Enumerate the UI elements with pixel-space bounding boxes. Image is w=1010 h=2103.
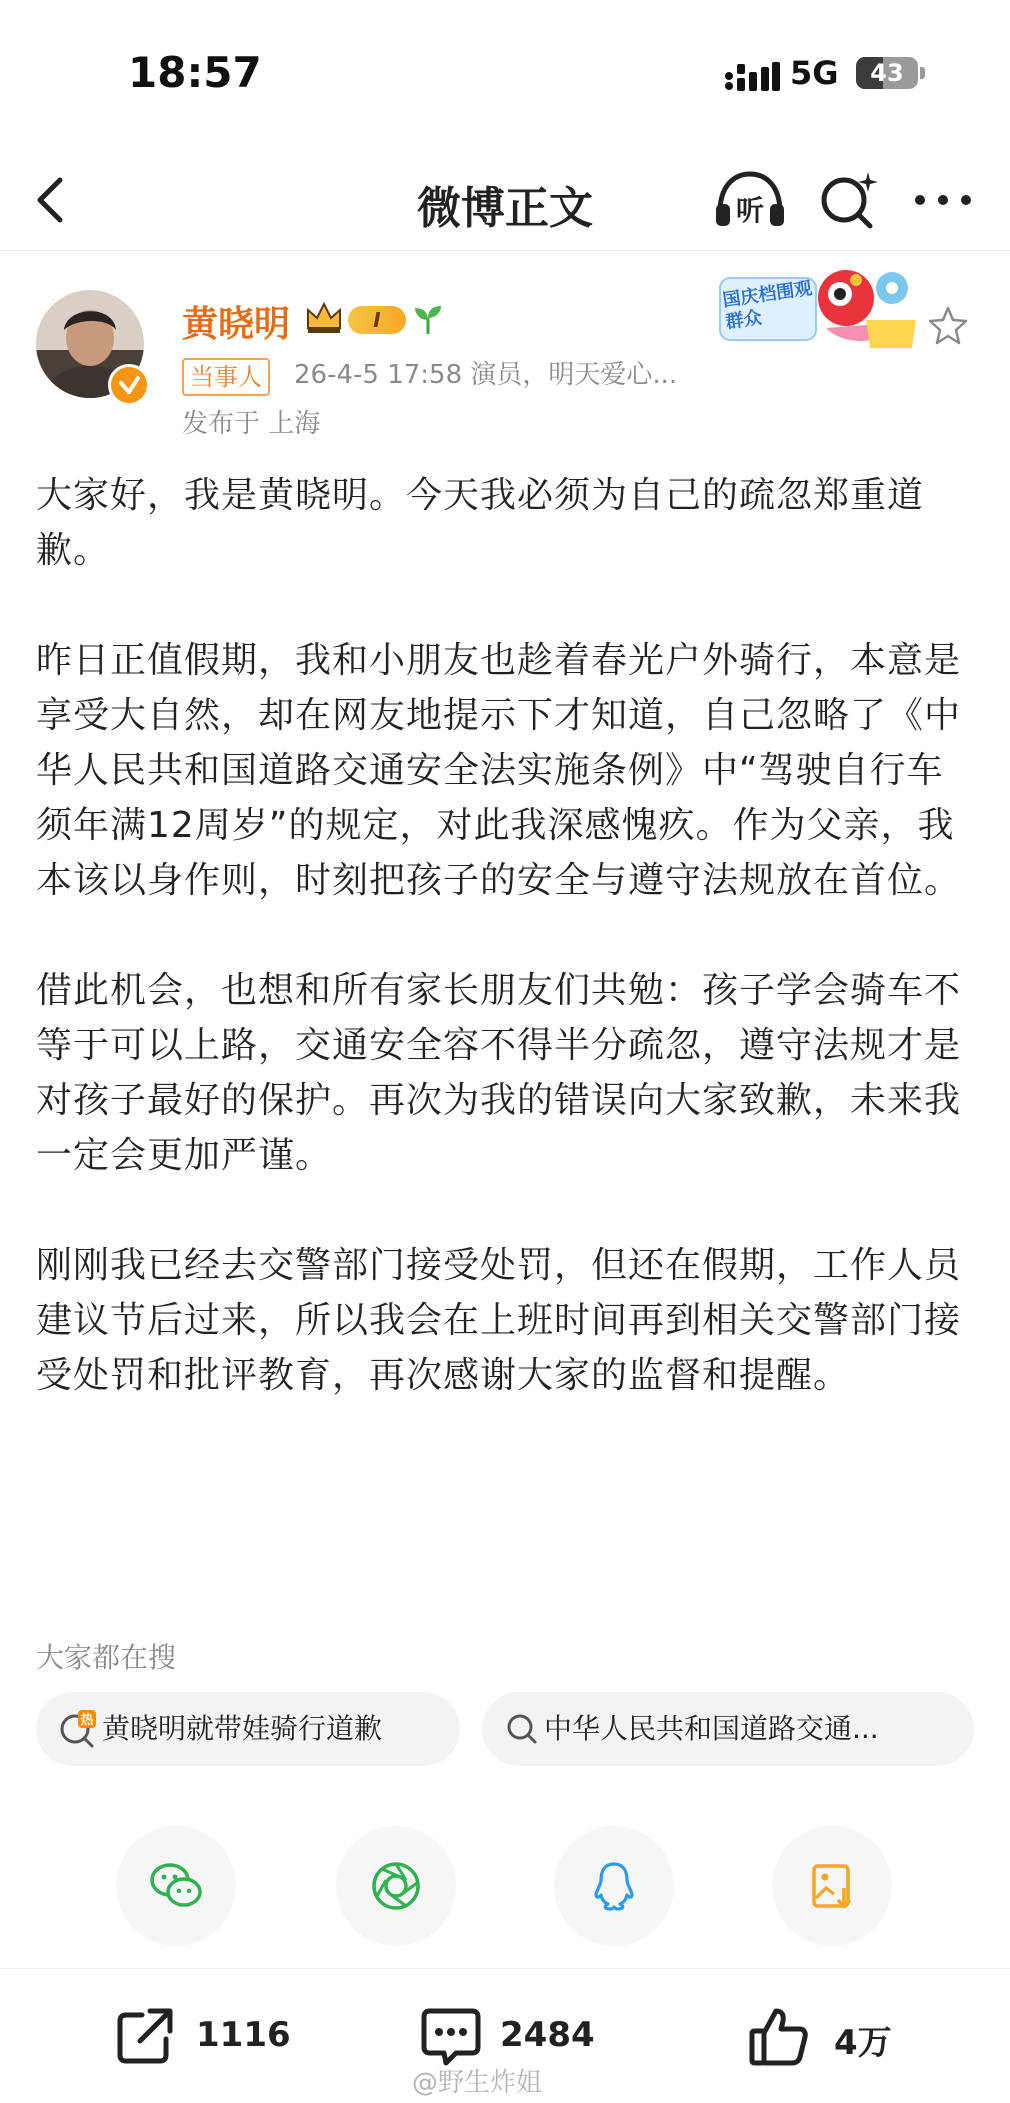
back-arrow-icon[interactable] [24, 170, 84, 230]
role-tag: 当事人 [182, 358, 270, 396]
battery-icon [856, 57, 918, 89]
share-wechat-button[interactable] [116, 1826, 236, 1946]
wechat-icon [148, 1858, 204, 1914]
post-paragraph: 刚刚我已经去交警部门接受处罚，但还在假期，工作人员建议节后过来，所以我会在上班时间再到相关交警部门接受处罚和批评教育，再次感谢大家的监督和提醒。 [36, 1245, 962, 1396]
repost-icon [112, 2003, 178, 2069]
post-paragraph: 借此机会，也想和所有家长朋友们共勉：孩子学会骑车不等于可以上路，交通安全容不得半分疏忽，遵守法规才是对孩子最好的保护。再次为我的错误向大家致歉，未来我一定会更加严谨。 [36, 970, 962, 1176]
search-icon [504, 1710, 542, 1748]
post-paragraph: 昨日正值假期，我和小朋友也趁着春光户外骑行，本意是享受大自然，却在网友地提示下才知道，自己忽略了《中华人民共和国道路交通安全法实施条例》中“驾驶自行车须年满12周岁”的规定，对此我深感愧疚。作为父亲，我本该以身作则，时刻把孩子的安全与遵守法规放在首位。 [36, 640, 962, 901]
watermark: @野生炸姐 [412, 2068, 543, 2098]
search-icon[interactable] [816, 168, 880, 232]
star-icon[interactable] [926, 304, 970, 348]
status-bar [0, 0, 1010, 150]
verified-badge-icon [108, 364, 150, 406]
headphones-icon [712, 168, 788, 232]
status-time: 18:57 [128, 48, 262, 97]
trending-chip[interactable] [36, 1692, 460, 1766]
like-button[interactable] [746, 1997, 926, 2077]
promo-text: 国庆档围观群众 [721, 277, 814, 334]
page-title: 微博正文 [417, 183, 593, 234]
battery-label: 43 [870, 59, 904, 87]
save-image-icon [804, 1858, 860, 1914]
nav-bar [0, 150, 1010, 251]
like-count: 4万 [834, 2023, 892, 2063]
trending-label: 大家都在搜 [36, 1641, 177, 1674]
crown-icon [304, 300, 344, 336]
trending-chip[interactable] [482, 1692, 974, 1766]
post-body [36, 468, 976, 1458]
post-paragraph: 大家好，我是黄晓明。今天我必须为自己的疏忽郑重道歉。 [36, 475, 925, 571]
comment-count: 2484 [500, 2015, 595, 2055]
sprout-icon [412, 302, 444, 336]
save-image-button[interactable] [772, 1826, 892, 1946]
trending-chip-text: 中华人民共和国道路交通... [544, 1712, 879, 1745]
thumbs-up-icon [746, 2003, 812, 2069]
level-badge: I [348, 306, 406, 334]
trending-chip-text: 黄晓明就带娃骑行道歉 [102, 1712, 383, 1745]
listen-button[interactable] [712, 168, 788, 232]
share-qq-button[interactable] [554, 1826, 674, 1946]
listen-label: 听 [735, 194, 765, 227]
comment-icon [418, 2003, 484, 2069]
battery-cap [920, 67, 925, 79]
qq-icon [586, 1858, 642, 1914]
share-moments-button[interactable] [336, 1826, 456, 1946]
signal-icon [724, 62, 780, 92]
moments-icon [368, 1858, 424, 1914]
network-label: 5G [790, 54, 839, 92]
promo-banner[interactable] [716, 258, 936, 358]
post-meta: 26-4-5 17:58 演员，明天爱心... [294, 360, 678, 390]
hot-search-icon [58, 1710, 96, 1748]
more-dots-icon[interactable] [908, 168, 978, 232]
repost-button[interactable] [112, 1997, 292, 2077]
author-name[interactable]: 黄晓明 [182, 304, 291, 345]
post-location: 发布于 上海 [182, 409, 321, 439]
repost-count: 1116 [196, 2015, 291, 2055]
hot-label: 热 [80, 1713, 94, 1728]
